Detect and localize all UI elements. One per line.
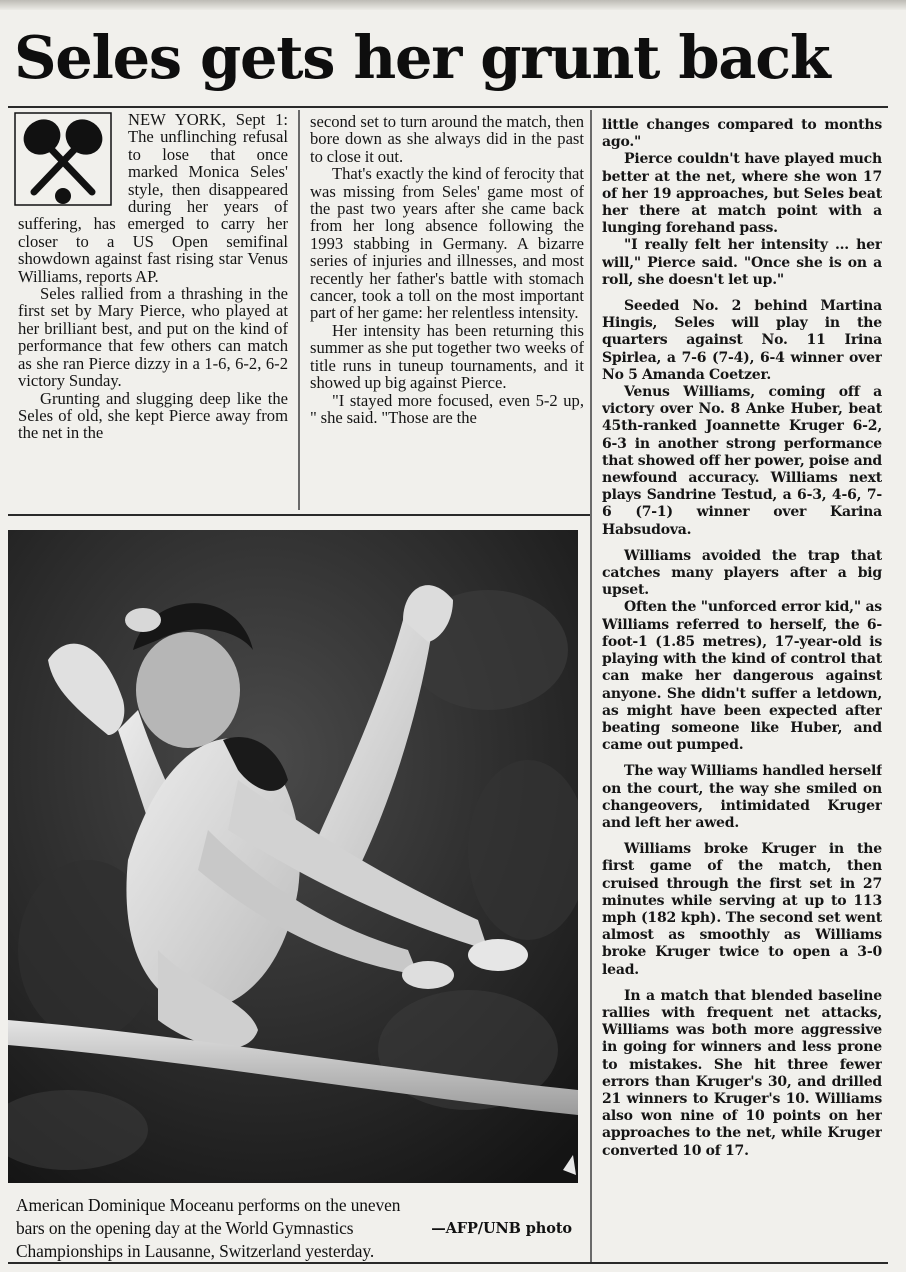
photo-caption — [16, 1194, 572, 1263]
photo-credit: —AFP/UNB photo — [431, 1220, 572, 1237]
article-paragraph: Her intensity has been returning this summer as she put together two weeks of title runs in tuneup tournaments, and it showed up big against Pierce. — [310, 320, 584, 393]
article-column-1 — [18, 111, 288, 507]
article-paragraph: Williams broke Kruger in the first game of the match, then cruised through the first set in 27 minutes while serving at up to 113 mph (182 kph). The second set went almost as smoothly as Williams broke Kruger twice to open a 3-0 lead. — [602, 841, 882, 978]
photo-caption-text: American Dominique Moceanu performs on the uneven bars on the opening day at the World Gymnastics Championships in Lausanne, Switzerland yesterday. — [16, 1195, 401, 1261]
logo-spacer — [18, 111, 128, 207]
article-paragraph: The way Williams handled herself on the court, the way she smiled on changeovers, intimidated Kruger and left her awed. — [602, 763, 882, 831]
headline-rule — [8, 106, 888, 108]
article-paragraph: Grunting and slugging deep like the Seles of old, she kept Pierce away from the net in the — [18, 388, 288, 443]
column-rule-1 — [298, 110, 300, 510]
article-paragraph: Seles rallied from a thrashing in the first set by Mary Pierce, who played at her brilliant best, and put on the kind of performance that few others can match as she ran Pierce dizzy in a 1-6, 6-2, 6-2 victory Sunday. — [18, 284, 288, 391]
article-paragraph: Often the "unforced error kid," as Williams referred to herself, the 6-foot-1 (1.85 metres), 17-year-old is playing with the kind of control that can make her dangerous against anyone. She didn't suffer a letdown, as might have been expected after beating someone like Huber, and came out pumped. — [602, 599, 882, 754]
top-border — [0, 0, 906, 10]
gymnast-photo — [8, 530, 578, 1183]
article-paragraph: NEW YORK, Sept 1: The unflinching refusal to lose that once marked Monica Seles' style, then disappeared during her years of suffering, has emerged to carry her closer to a US Open semifinal showdown against fast rising star Venus Williams, reports AP. — [18, 111, 288, 286]
column-rule-2 — [590, 110, 592, 1262]
article-paragraph: "I stayed more focused, even 5-2 up, " she said. "Those are the — [310, 390, 584, 427]
article-paragraph: second set to turn around the match, then bore down as she always did in the past to close it out. — [310, 113, 584, 166]
article-column-3 — [602, 117, 882, 1262]
article-paragraph: Seeded No. 2 behind Martina Hingis, Seles will play in the quarters against No. 11 Irina Spirlea, a 7-6 (7-4), 6-4 winner over No 5 Amanda Coetzer. — [602, 298, 882, 383]
headline: Seles gets her grunt back — [14, 23, 830, 92]
article-paragraph: Pierce couldn't have played much better at the net, where she won 17 of her 19 approaches, but Seles beat her there at match point with a lunging forehand pass. — [602, 151, 882, 237]
article-paragraph: little changes compared to months ago." — [602, 117, 882, 151]
article-paragraph: Williams avoided the trap that catches many players after a big upset. — [602, 547, 882, 599]
article-paragraph: That's exactly the kind of ferocity that was missing from Seles' game most of the past two years after she came back from her long absence following the 1993 stabbing in Germany. A bizarre series of injuries and illnesses, and most recently her father's battle with stomach cancer, took a toll on the most important part of her game: her relentless intensity. — [310, 164, 584, 323]
article-paragraph: In a match that blended baseline rallies with frequent net attacks, Williams was both more aggressive in going for winners and less prone to mistakes. She hit three fewer errors than Kruger's 30, and drilled 21 winners to Kruger's 10. Williams also won nine of 10 points on her approaches to the net, while Kruger converted 10 of 17. — [602, 987, 882, 1159]
article-column-2 — [310, 113, 584, 509]
article-paragraph: "I really felt her intensity ... her will," Pierce said. "Once she is on a roll, she doesn't let up." — [602, 237, 882, 288]
photo-top-rule — [8, 514, 590, 516]
article-paragraph: Venus Williams, coming off a victory over No. 8 Anke Huber, beat 45th-ranked Joannette Kruger 6-2, 6-3 in another strong performance that showed off her power, poise and newfound accuracy. Williams next plays Sandrine Testud, a 6-3, 4-6, 7-6 (7-1) winner over Karina Habsudova. — [602, 384, 882, 538]
